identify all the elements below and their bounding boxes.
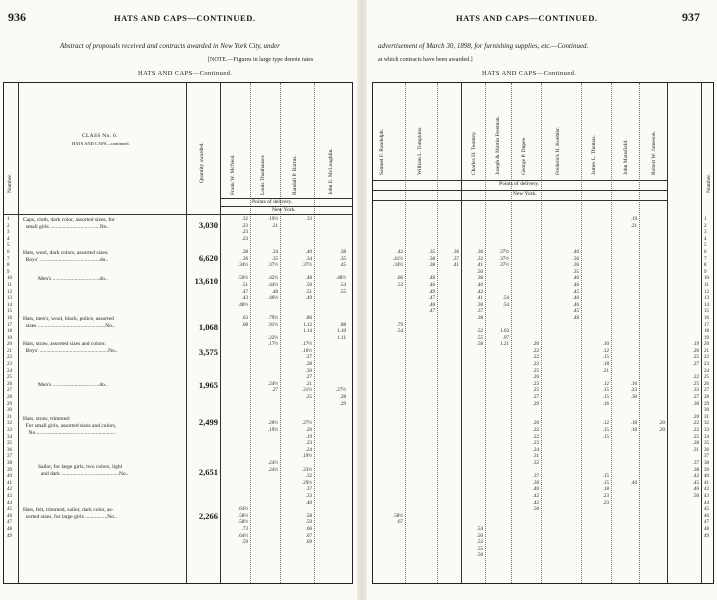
col-r7: .40 .36 .36 .35 .40 .46 .45 .46 .46 .45 .48 [572,249,579,321]
left-page-number: 936 [8,10,26,24]
intro-left: Abstract of proposals received and contracts awarded in New York City, under [60,42,280,50]
col-l4: .38 .35 .45 .48½ .54 .55 .88 1.10 1.11 .27½ .28 .29 [336,249,346,407]
col-l1: .32 .23 .23 .23 .38 .36 .34½ .50½ .51 .47 .43 .48½ .63 .68 .64½ .58½ .58½ .73 .64½ .59 [238,217,248,546]
left-table [3,82,353,584]
row-numbers-left: 1 2 3 4 5 6 7 8 9 10 11 12 13 14 15 16 17 18 19 20 21 22 23 24 25 26 27 28 29 30 31 32 33 34 35 36 37 38 39 40 41 42 43 44 45 46 47 48 49 [7,217,12,539]
col-l2: .19½ .21 .34 .35 .37½ .42½ .44½ .48 .46½ .79½ .91½ .22½ .17½ .24½ .27 .20½ .19½ .24½ .24½ [268,217,278,473]
item-sailor: Sailor, for large girls, two colors, light and dark ..........................................No.. [38,464,129,478]
bidder-l1: Frank W. McNeal. [230,154,236,195]
bidder-r4: Joseph & Martin Freeman. [495,116,501,175]
col-r9: .19 .21 .16 .23 .30 .18 .18 .40 [630,217,637,486]
col-r10: .20 .20 [658,421,665,433]
bidder-r2: William L. Tompkins. [417,126,423,175]
item-hats-wool-men: Men's ..................................do.. [38,276,108,282]
item-hats-straw-trimmed: Hats, straw, trimmed: For small girls, assorted sizes and colors, No.......................................................... [23,416,117,437]
bidder-l4: John E. McLoughlin. [328,148,334,195]
right-table [372,82,714,584]
quantity-header: Quantity awarded. [199,142,205,183]
item-hats-straw-men: Men's ..................................do.. [38,382,108,388]
city-right: New York. [513,191,537,197]
class-sub: HATS AND CAPS—continued. [72,141,130,146]
note-right: at which contracts have been awarded.] [378,57,473,63]
item-hats-straw-boys: Hats, straw, assorted sizes and colors: Boys' ..................................................No.. [23,341,118,355]
page-gutter [357,0,367,600]
item-hats-wool-boys: Hats, wool, dark colors, assorted sizes: Boys' ............................................do.. [23,250,109,264]
qty-hats-felt: 2,266 [198,511,218,521]
col-l3: .33 .40 .34 .37½ .48 .50 .51 .49 .86 1.12 1.14 .17½ .16½ .27 .28 .30 .27 .21 .21½ .25 .27½ .20 .19 .23 .24 .19½ .23½ .32 .29½ .37 .33 .40 .58 .59 .66 .67 .69 [302,217,312,546]
col-r8: .10 .12 .15 .18 .21 .12 .15 .15 .16 .12 .15 .15 .15 .15 .18 .23 .23 [602,342,609,506]
col-r2: .35 .38 .38 .48 .46 .49 .47 .48 .47 [428,249,435,315]
bidder-l3: Randall P. Barrus. [292,155,298,195]
number-header-right: Number. [706,173,712,193]
class-header: CLASS No. 6. [82,133,118,139]
bidder-l2: Louis Thanhauser. [260,154,266,195]
note-left: [NOTE.—Figures in large type denote rates [208,57,314,63]
qty-caps: 3,030 [198,220,218,230]
qty-hats-straw-boys: 3,575 [198,347,218,357]
section-left: HATS AND CAPS—Continued. [138,70,233,77]
col-r3: .36 .37 .41 [452,249,459,269]
col-r11: .19 .20 .25 .27 .22 .25 .33 .27 .30 .20 .22 .22 .25 .28 .31 .37 .38 .42 .45 .46 .50 [692,342,699,499]
bidder-r3: Charles H. Toomey. [471,131,477,175]
qty-hats-straw-men: 1,965 [198,380,218,390]
col-r1: .42 .41½ .34½ .66 .53 .79 .54 .58½ .67 [393,249,403,526]
col-r4: .36 .32 .41 .50 .38 .40 .42 .41 .38 .37 .38 .52 .55 .58 .54 .50 .52 .55 .50 [476,249,483,559]
qty-hats-straw-trimmed: 2,499 [198,417,218,427]
points-of-delivery-right: Points of delivery. [499,181,540,187]
city: New York. [272,207,296,213]
right-page-number: 937 [682,10,700,24]
intro-right: advertisement of March 30, 1898, for furnishing supplies, etc.—Continued. [378,42,589,50]
bidder-r1: Samuel F. Randolph. [379,128,385,175]
item-caps: Caps, cloth, dark color, assorted sizes, for small girls ....................................No.. [23,217,115,231]
bidder-r6: Frederick H. Koehler. [555,127,561,175]
number-header: Number. [7,173,13,193]
left-running-head: HATS AND CAPS—CONTINUED. [114,13,256,23]
item-hats-police: Hats, men's, wool, black, police, assorted sizes .................................................No.. [23,316,115,330]
bidder-r5: George P. Dupee. [521,136,527,175]
bidder-r9: Robert W. Jameson. [651,131,657,175]
bidder-r8: John Mansfield. [623,139,629,175]
qty-hats-police: 1,068 [198,322,218,332]
col-r5: .37½ .37½ .37½ .54 .54 1.03 .97 1.21 [499,249,509,348]
right-running-head: HATS AND CAPS—CONTINUED. [456,13,598,23]
item-hats-felt: Hats, felt, trimmed, sailor, dark color, as- sorted sizes, for large girls ................No.. [23,507,117,521]
points-of-delivery: Points of delivery. [252,199,293,205]
col-r6: .20 .22 .22 .23 .25 .26 .23 .25 .27 .29 .20 .22 .22 .23 .24 .31 .32 .37 .38 .40 .42 .42 .50 [532,342,539,513]
section-right: HATS AND CAPS—Continued. [482,70,577,77]
bidder-r7: James L. Thomas. [591,135,597,175]
qty-hats-wool-men: 13,610 [194,276,218,286]
qty-hats-wool-boys: 6,620 [198,253,218,263]
qty-sailor: 2,651 [198,467,218,477]
row-numbers-right: 1 2 3 4 5 6 7 8 9 10 11 12 13 14 15 16 17 18 19 20 21 22 23 24 25 26 27 28 29 30 31 32 33 34 35 36 37 38 39 40 41 42 43 44 45 46 47 48 49 [704,217,709,539]
